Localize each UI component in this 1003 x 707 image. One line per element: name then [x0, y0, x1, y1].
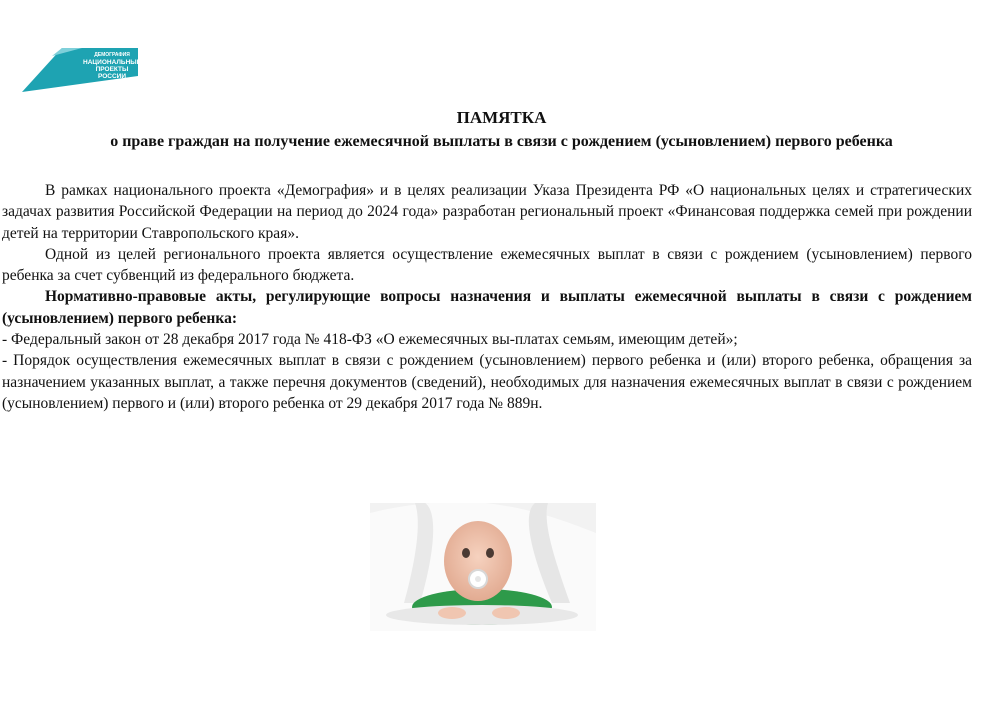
document-title: ПАМЯТКА	[456, 108, 547, 127]
paragraph-legal-acts-heading: Нормативно-правовые акты, регулирующие вопросы назначения и выплаты ежемесячной выплаты в связи с рождением (усыновлением) первого ребенка:	[2, 288, 972, 327]
baby-under-blanket-photo	[370, 503, 596, 631]
document-subtitle: о праве граждан на получение ежемесячной выплаты в связи с рождением (усыновлением) первого ребенка	[110, 133, 893, 150]
logo-line-1: ДЕМОГРАФИЯ	[94, 52, 130, 58]
paragraph-intro: В рамках национального проекта «Демография» и в целях реализации Указа Президента РФ «О национальных целях и стратегических задачах развития Российской Федерации на период до 2024 года» разработан региональный проект «Финансовая поддержка семей при рождении детей на территории Ставропольского края».	[2, 182, 972, 242]
list-item-federal-law: - Федеральный закон от 28 декабря 2017 года № 418-ФЗ «О ежемесячных вы-платах семьям, имеющим детей»;	[2, 331, 738, 349]
logo-line-2: НАЦИОНАЛЬНЫЕ	[83, 59, 141, 66]
national-projects-logo	[22, 48, 141, 92]
paragraph-goal: Одной из целей регионального проекта является осуществление ежемесячных выплат в связи с рождением (усыновлением) первого ребенка за счет субвенций из федерального бюджета.	[2, 245, 972, 285]
logo-line-4: РОССИИ	[97, 73, 127, 80]
logo-line-3: ПРОЕКТЫ	[95, 66, 129, 73]
list-item-procedure: - Порядок осуществления ежемесячных выплат в связи с рождением (усыновлением) первого ребенка и (или) второго ребенка, обращения за назначением указанных выплат, а также перечня документов (сведений), необходимых для назначения ежемесячных выплат в связи с рождением (усыновлением) первого и (или) второго ребенка от 29 декабря 2017 года № 889н.	[2, 352, 972, 412]
document-body	[2, 180, 972, 414]
